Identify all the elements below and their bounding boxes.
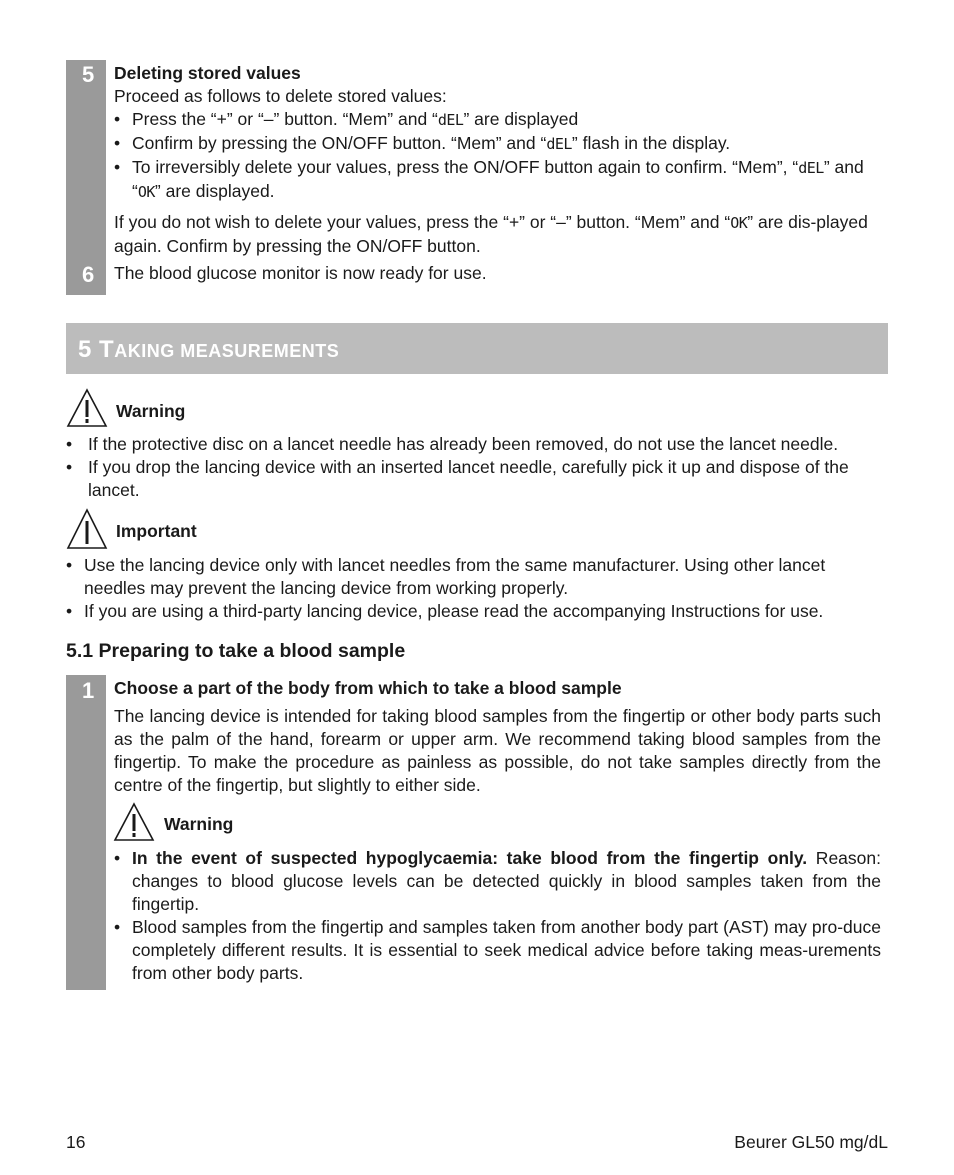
list-item: • Press the “+” or “–” button. “Mem” and “dEL” are displayed	[114, 108, 886, 132]
step1-warning-label: Warning	[164, 814, 234, 834]
display-code: dEL	[798, 159, 824, 177]
section-heading-bar	[66, 323, 888, 374]
display-code: dEL	[437, 111, 464, 129]
list-item: • Confirm by pressing the ON/OFF button. “Mem” and “dEL” flash in the display.	[114, 132, 886, 156]
product-name: Beurer GL50 mg/dL	[734, 1132, 888, 1152]
warning-label: Warning	[116, 401, 186, 421]
section-title: 5 TAKING MEASUREMENTS	[78, 336, 340, 363]
step-number-6: 6	[82, 262, 95, 287]
step-bar-bottom	[66, 675, 106, 990]
step5-bullets	[114, 108, 886, 204]
list-item: • To irreversibly delete your values, press the ON/OFF button again to confirm. “Mem”, “dEL” and “OK” are displayed.	[114, 156, 886, 204]
step5-content	[114, 62, 886, 258]
important-triangle-icon	[66, 508, 108, 550]
warning1-bullets	[66, 433, 888, 502]
important-bullets	[66, 554, 888, 623]
list-item: • If you are using a third-party lancing device, please read the accompanying Instructions for use.	[66, 600, 888, 623]
display-code: OK	[730, 214, 748, 232]
step6-text: The blood glucose monitor is now ready for use.	[114, 263, 487, 283]
step-bar-top	[66, 60, 106, 295]
list-item: • Blood samples from the fingertip and samples taken from another body part (AST) may pro-duce completely different results. It is essential to seek medical advice before taking meas-urements from other body parts.	[114, 916, 881, 985]
display-code: OK	[137, 183, 155, 201]
subsection-title: 5.1 Preparing to take a blood sample	[66, 640, 406, 662]
step1-content	[114, 677, 881, 797]
step-number-5: 5	[82, 62, 95, 87]
step5-intro: Proceed as follows to delete stored values:	[114, 86, 447, 106]
warning-triangle-icon	[113, 802, 155, 842]
list-item: • If the protective disc on a lancet needle has already been removed, do not use the lancet needle.	[66, 433, 888, 456]
step1-warning-bullets	[114, 847, 881, 985]
list-item: • If you drop the lancing device with an inserted lancet needle, carefully pick it up and dispose of the lancet.	[66, 456, 888, 502]
display-code: dEL	[546, 135, 572, 153]
list-item: • In the event of suspected hypoglycaemia: take blood from the fingertip only. Reason: changes to blood glucose levels can be detected quickly in blood samples taken from the fingertip.	[114, 847, 881, 916]
step5-note: If you do not wish to delete your values, press the “+” or “–” button. “Mem” and “OK” are dis-played again. Confirm by pressing the ON/OFF button.	[114, 212, 868, 256]
warning-triangle-icon	[66, 388, 108, 428]
step1-text: The lancing device is intended for taking blood samples from the fingertip or other body parts such as the palm of the hand, forearm or upper arm. We recommend taking blood samples from the fingertip. To make the procedure as painless as possible, do not take samples directly from the centre of the fingertip, but slightly to either side.	[114, 706, 881, 795]
important-label: Important	[116, 521, 197, 541]
list-item: • Use the lancing device only with lancet needles from the same manufacturer. Using other lancet needles may prevent the lancing device from working properly.	[66, 554, 888, 600]
page-number: 16	[66, 1132, 86, 1152]
step5-heading: Deleting stored values	[114, 63, 301, 83]
step1-heading: Choose a part of the body from which to take a blood sample	[114, 678, 622, 698]
step-number-1: 1	[82, 678, 95, 703]
